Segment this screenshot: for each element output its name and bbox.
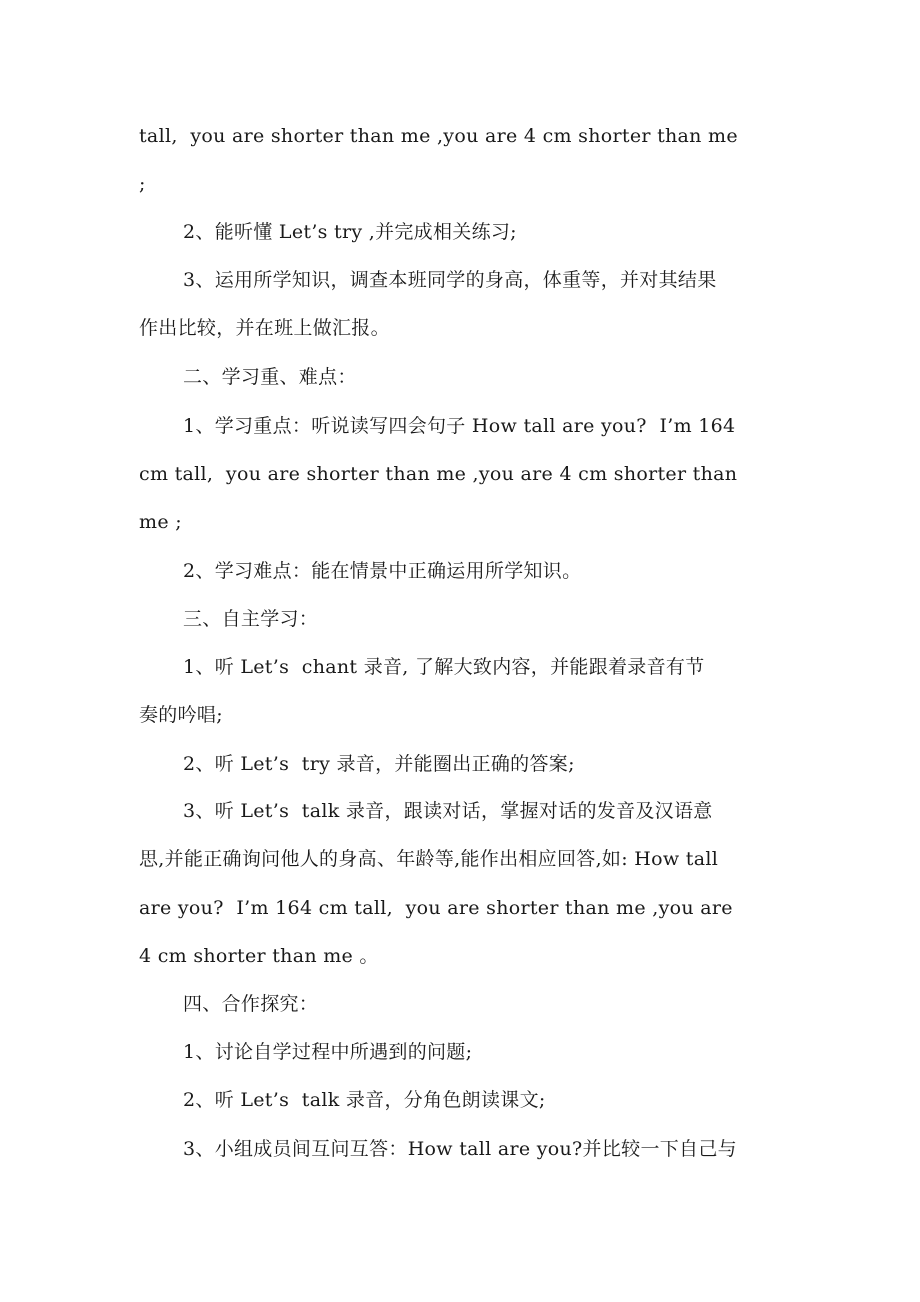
section-heading: 四、合作探究： [183, 993, 319, 1015]
text-line: ; [139, 173, 146, 195]
section-heading: 三、自主学习： [183, 608, 319, 630]
text-line: 1、讨论自学过程中所遇到的问题; [183, 1041, 473, 1063]
section-heading: 二、学习重、难点： [183, 366, 357, 388]
text-line: 3、小组成员间互问互答：How tall are you?并比较一下自己与 [183, 1138, 737, 1160]
text-line: 作出比较，并在班上做汇报。 [139, 317, 390, 339]
text-line: 奏的吟唱; [139, 704, 223, 726]
text-line: 4 cm shorter than me 。 [139, 945, 379, 967]
text-line: 3、运用所学知识，调查本班同学的身高，体重等，并对其结果 [183, 269, 717, 291]
text-line: 1、听 Let’s chant 录音, 了解大致内容，并能跟着录音有节 [183, 656, 705, 678]
text-line: 2、学习难点：能在情景中正确运用所学知识。 [183, 560, 582, 582]
text-line: 2、听 Let’s try 录音，并能圈出正确的答案; [183, 753, 575, 775]
text-line: tall, you are shorter than me ,you are 4 cm shorter than me [139, 125, 738, 147]
text-line: 3、听 Let’s talk 录音，跟读对话，掌握对话的发音及汉语意 [183, 800, 713, 822]
text-line: 2、听 Let’s talk 录音，分角色朗读课文; [183, 1089, 546, 1111]
text-line: 思,并能正确询问他人的身高、年龄等,能作出相应回答,如: How tall [139, 848, 719, 870]
text-line: cm tall, you are shorter than me ,you are 4 cm shorter than [139, 463, 738, 485]
text-line: 1、学习重点：听说读写四会句子 How tall are you? I’m 164 [183, 415, 736, 437]
text-line: me ; [139, 511, 182, 533]
text-line: are you? I’m 164 cm tall, you are shorter than me ,you are [139, 897, 733, 919]
text-line: 2、能听懂 Let’s try ,并完成相关练习; [183, 221, 517, 243]
